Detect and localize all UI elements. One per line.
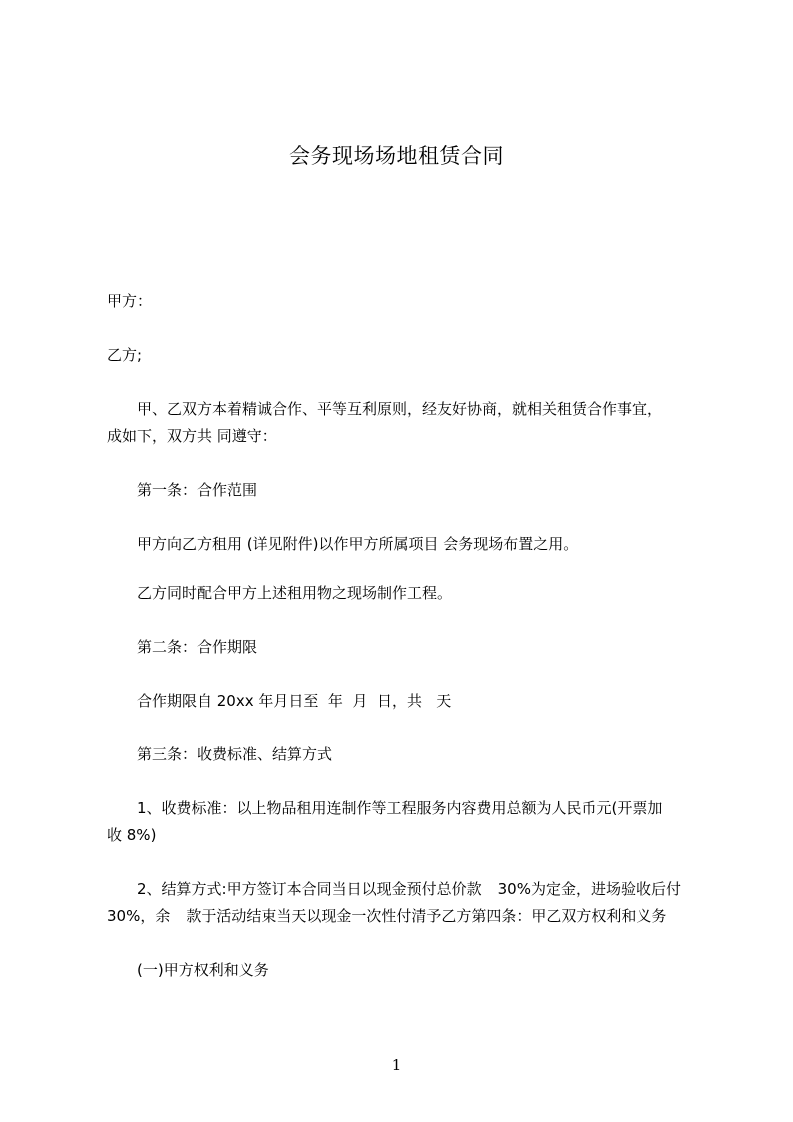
article-3-heading: 第三条：收费标准、结算方式	[137, 745, 333, 763]
article-2-heading: 第二条：合作期限	[137, 638, 258, 656]
party-b-line: 乙方;	[107, 346, 143, 364]
intro-paragraph-line-1: 甲、乙双方本着精诚合作、平等互利原则，经友好协商，就相关租赁合作事宜，	[137, 400, 663, 418]
settlement-line-1	[107, 874, 707, 904]
page-number: 1	[391, 1056, 402, 1074]
article-2-paragraph-1: 合作期限自 20xx 年月日至 年 月 日，共 天	[137, 692, 452, 710]
party-a-line: 甲方：	[107, 292, 153, 310]
settlement-line-2	[107, 901, 707, 931]
section-a-heading: (一)甲方权利和义务	[137, 961, 269, 979]
document-title: 会务现场场地租赁合同	[289, 144, 504, 168]
settlement-line-1-part-b: 30%为定金，进场验收后付	[497, 880, 681, 898]
intro-paragraph-line-2: 成如下，双方共 同遵守：	[107, 427, 277, 445]
article-1-paragraph-2: 乙方同时配合甲方上述租用物之现场制作工程。	[137, 584, 453, 602]
article-1-paragraph-1: 甲方向乙方租用 (详见附件)以作甲方所属项目 会务现场布置之用。	[137, 535, 579, 553]
fee-standard-line-1: 1、收费标准：以上物品租用连制作等工程服务内容费用总额为人民币元(开票加	[137, 799, 663, 817]
settlement-line-1-part-a: 2、结算方式:甲方签订本合同当日以现金预付总价款	[137, 880, 482, 898]
fee-standard-line-2: 收 8%)	[107, 826, 157, 844]
article-1-heading: 第一条：合作范围	[137, 481, 258, 499]
settlement-line-2-part-b: 款于活动结束当天以现金一次性付清予乙方第四条：甲乙双方权利和义务	[186, 907, 667, 925]
settlement-line-2-part-a: 30%，余	[107, 907, 171, 925]
